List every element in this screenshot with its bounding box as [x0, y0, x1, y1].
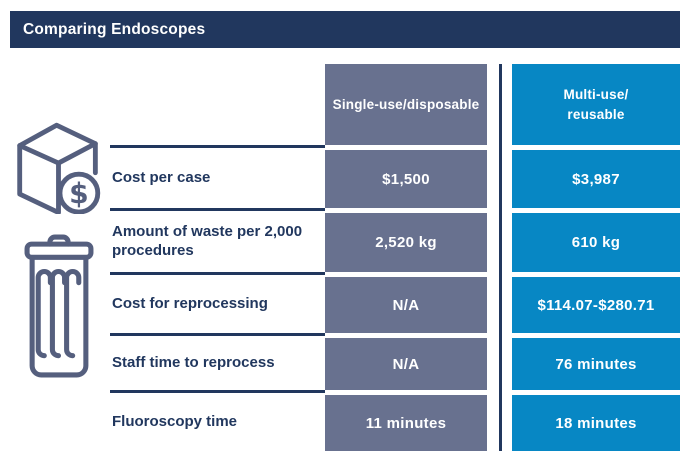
row-label-text: Staff time to reprocess — [112, 353, 275, 371]
row-label-cost-per-case — [110, 145, 325, 208]
column-divider-line — [499, 64, 502, 451]
row-label-waste — [110, 208, 325, 272]
cell-multi-cost-per-case: $3,987 — [512, 145, 680, 208]
column-header-single-use-label: Single-use/disposable — [332, 96, 480, 112]
cell-single-reprocessing-cost: N/A — [325, 272, 487, 333]
column-header-multi-use-line2: reusable — [567, 106, 625, 122]
icon-column-spacer — [10, 390, 110, 451]
column-header-multi-use-line1: Multi-use/ — [563, 86, 629, 102]
title-bar — [10, 11, 680, 48]
cell-single-cost-per-case: $1,500 — [325, 145, 487, 208]
row-label-reprocessing-cost — [110, 272, 325, 333]
row-label-text: Cost per case — [112, 168, 211, 186]
label-column-spacer — [110, 64, 325, 145]
cell-multi-waste: 610 kg — [512, 208, 680, 272]
column-header-multi-use — [512, 64, 680, 145]
cell-multi-reprocessing-cost: $114.07-$280.71 — [512, 272, 680, 333]
cell-multi-staff-time: 76 minutes — [512, 333, 680, 390]
comparison-table — [10, 64, 680, 451]
row-label-text: Cost for reprocessing — [112, 294, 268, 312]
trash-icon — [24, 234, 94, 381]
column-header-single-use — [325, 64, 487, 145]
row-label-text: Fluoroscopy time — [112, 412, 238, 430]
row-label-fluoroscopy-time — [110, 390, 325, 451]
row-label-text: Amount of waste per 2,000 procedures — [112, 222, 303, 259]
cell-multi-fluoroscopy-time: 18 minutes — [512, 390, 680, 451]
cell-single-fluoroscopy-time: 11 minutes — [325, 390, 487, 451]
cell-single-staff-time: N/A — [325, 333, 487, 390]
cell-single-waste: 2,520 kg — [325, 208, 487, 272]
row-label-staff-time — [110, 333, 325, 390]
dollar-glyph: $ — [69, 176, 89, 210]
page-title: Comparing Endoscopes — [23, 20, 206, 38]
package-dollar-icon — [10, 116, 107, 214]
